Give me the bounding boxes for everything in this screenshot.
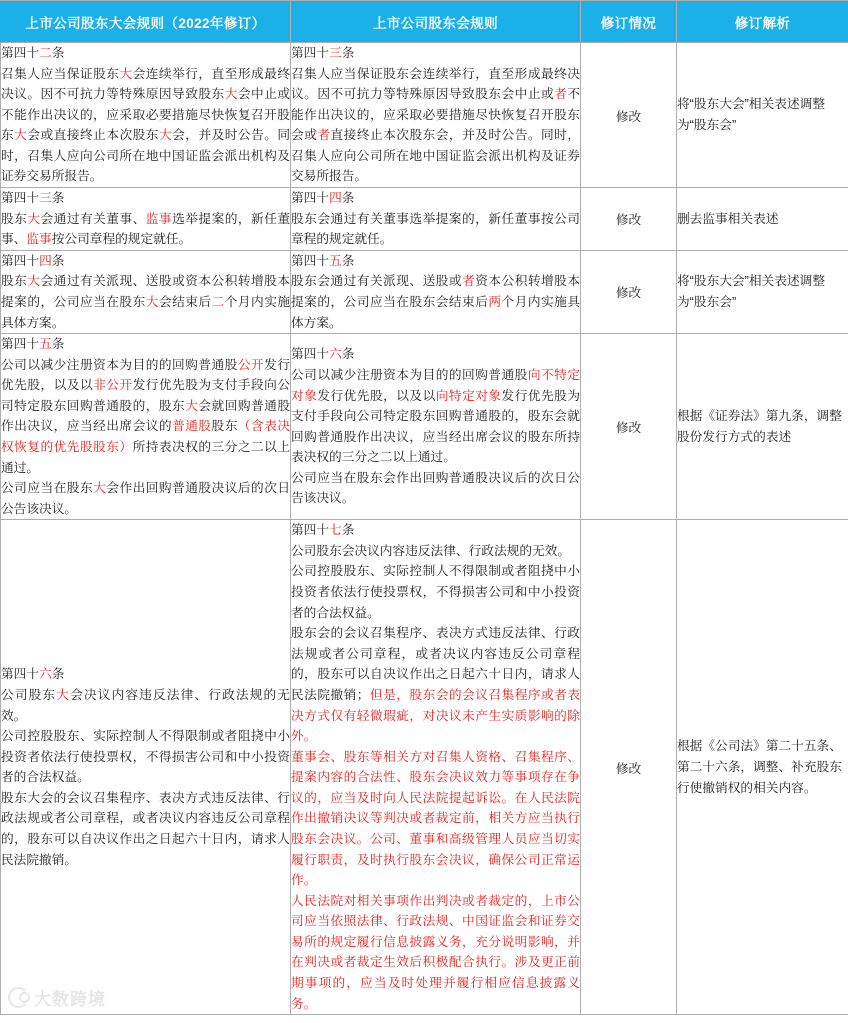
revised-text: 但是，股东会的会议召集程序或者表决方式仅有轻微瑕疵，对决议未产生实质影响的除外。 — [291, 687, 581, 744]
old-rule-cell — [1, 250, 291, 333]
plain-text: 公司应当在股东 — [1, 481, 94, 496]
plain-text: 发行优先股为支付手段向公司特定股东回购普通股的，股东会就回购普通股作出决议，应当经出席会议的股东所持表决权的三分之二以上通过。 — [291, 388, 581, 465]
plain-text: 条 — [341, 46, 355, 60]
plain-text: 公司应当在股东会作出回购普通股决议后的次日公告该决议。 — [291, 470, 580, 506]
plain-text: 会结束后 — [158, 294, 212, 309]
new-rule-cell-article-number — [291, 188, 580, 209]
new-rule-cell-paragraph — [291, 365, 580, 468]
revised-text: 普通股 — [172, 419, 212, 434]
table-header — [1, 1, 848, 43]
revised-text: 六 — [39, 667, 52, 682]
revised-text: 监事 — [26, 232, 52, 247]
plain-text: 个月内实施具体方案。 — [1, 294, 291, 330]
plain-text: 第四十 — [1, 253, 40, 268]
revision-analysis-cell: 删去监事相关表述 — [677, 188, 848, 251]
old-rule-cell — [1, 188, 291, 251]
plain-text: 会就回购普通股作出决议，应当经出席会议的 — [1, 398, 291, 434]
plain-text: 第四十 — [291, 347, 330, 362]
plain-text: 第四十 — [1, 46, 40, 60]
plain-text: 股东 — [1, 211, 28, 226]
revised-text: 二 — [39, 46, 52, 60]
plain-text: 不能作出决议的，应采取必要措施尽快恢复召开股东会或 — [291, 87, 581, 143]
plain-text: 会连续举行，直至形成最终决议。因不可抗力等特殊原因导致股东 — [1, 66, 291, 102]
revised-text: 者 — [554, 87, 568, 102]
plain-text: 股东会的会议召集程序、表决方式违反法律、行政法规或者公司章程，或者决议内容违反公司章程的，股东可以自决议作出之日起六十日内，请求人民法院撤销； — [291, 626, 580, 702]
new-rule-cell-paragraph — [291, 561, 580, 623]
table-row — [1, 250, 848, 333]
old-rule-cell-paragraph — [1, 355, 290, 478]
new-rule-cell-article-number — [291, 251, 580, 272]
plain-text: 会作出回购普通股决议后的次日公告该决议。 — [1, 481, 291, 516]
revised-text: 公开 — [237, 357, 265, 372]
new-rule-cell-paragraph — [291, 747, 580, 891]
plain-text: 会中 — [237, 87, 265, 102]
plain-text: 条 — [51, 191, 65, 206]
revised-text: 监事 — [145, 211, 173, 226]
plain-text: 个月内实施具体方案。 — [291, 294, 581, 330]
plain-text: 股东 — [211, 419, 238, 434]
table-row — [1, 520, 848, 1015]
revised-text: 董事会、股东等相关方对召集人资格、召集程序、提案内容的合法性、股东会决议效力等事项存在争议的，应当及时向人民法院提起诉讼。在人民法院作出撤销决议等判决或者裁定前，相关方应当执行股东会决议。公司、董事和高级管理人员应当切实履行职责，及时执行股东会决议，确保公司正常运作。 — [291, 749, 580, 888]
plain-text: 公司以减少注册资本为目的的回购普通股 — [1, 357, 238, 372]
revised-text: 二 — [211, 294, 225, 309]
revised-text: 者 — [462, 274, 476, 289]
old-rule-cell — [1, 334, 291, 520]
revised-text: 者 — [317, 128, 331, 143]
old-rule-cell-paragraph — [1, 64, 290, 187]
revised-text: 四 — [329, 191, 342, 206]
plain-text: 第四十 — [291, 46, 330, 60]
plain-text: 发行优先股为支付手段向公司特定股东回购普通股的，股东 — [1, 378, 291, 413]
plain-text: 召集人应当保证股东会连续举行，直至形成最终决议。因不可抗力等特殊原因导致股东会中止或 — [291, 66, 580, 102]
table-body — [1, 43, 848, 1015]
plain-text: 会通过有关派现、送股或资本公积转增股本提案的，公司应当在股东 — [1, 274, 291, 309]
plain-text: 公司控股股东、实际控制人不得限制或者阻挠中小投资者依法行使投票权，不得损害公司和中小投资者的合法权益。 — [1, 729, 290, 785]
revision-status-cell: 修改 — [581, 188, 677, 251]
revised-text: 七 — [329, 523, 342, 538]
old-rule-cell-article-number — [1, 43, 290, 64]
plain-text: 第四十 — [291, 253, 330, 268]
plain-text: 第四十 — [1, 191, 40, 206]
header-old-rules: 上市公司股东大会规则（2022年修订） — [1, 1, 291, 43]
new-rule-cell-article-number — [291, 344, 580, 365]
new-rule-cell-article-number — [291, 520, 580, 541]
revision-analysis-cell: 根据《公司法》第二十五条、第二十六条，调整、补充股东行使撤销权的相关内容。 — [677, 520, 848, 1015]
header-new-rules: 上市公司股东会规则 — [291, 1, 581, 43]
plain-text: 或不能作出决议的，应采取必要措施尽快恢复召开股东 — [1, 87, 291, 143]
new-rule-cell — [291, 188, 581, 251]
header-revision-analysis: 修订解析 — [677, 1, 848, 43]
old-rule-cell-paragraph — [1, 478, 290, 519]
revised-text: 大 — [56, 687, 71, 702]
revised-text: 三 — [39, 191, 52, 206]
revised-text: 非公开 — [93, 378, 133, 393]
revision-analysis-cell: 根据《证券法》第九条，调整股份发行方式的表述 — [677, 334, 848, 520]
plain-text: 股东 — [1, 274, 28, 289]
plain-text: 会，并及时公告。同时，召集人应向公司所在地中国证监会派出机构及证券交易所报告。 — [1, 128, 291, 184]
revised-text: 大 — [158, 128, 173, 143]
header-row — [1, 1, 848, 43]
old-rule-cell-article-number — [1, 251, 290, 272]
revised-text: 五 — [39, 337, 52, 352]
revised-text: 大 — [27, 211, 41, 226]
plain-text: 公司以减少注册资本为目的的回购普通股 — [291, 367, 528, 382]
new-rule-cell-paragraph — [291, 271, 580, 333]
plain-text: 直接终止本次股东会，并及时公告。同时，召集人应向公司所在地中国证监会派出机构及证券交易所报告。 — [291, 128, 581, 184]
plain-text: 股东会通过有关派现、送股或 — [291, 274, 463, 289]
revised-text: 大 — [224, 87, 238, 102]
plain-text: 召集人应当保证股东 — [1, 66, 120, 81]
new-rule-cell-paragraph — [291, 623, 580, 746]
plain-text: 条 — [341, 191, 355, 206]
revised-text: 大 — [93, 481, 107, 496]
old-rule-cell-article-number — [1, 334, 290, 355]
plain-text: 止 — [93, 128, 107, 143]
old-rule-cell-article-number — [1, 664, 290, 685]
plain-text: 公司股东 — [1, 687, 57, 702]
new-rule-cell — [291, 43, 581, 188]
plain-text: 会通过有关董事、 — [40, 211, 146, 226]
plain-text: 条 — [51, 337, 65, 352]
revised-text: 大 — [119, 66, 133, 81]
revised-text: 大 — [27, 274, 41, 289]
new-rule-cell — [291, 520, 581, 1015]
plain-text: 公司股东会决议内容违反法律、行政法规的无效。 — [291, 543, 571, 558]
new-rule-cell-paragraph — [291, 64, 580, 187]
plain-text: 第四十 — [1, 337, 40, 352]
revised-text: 六 — [329, 347, 342, 362]
header-revision-status: 修订情况 — [581, 1, 677, 43]
plain-text: 止 — [264, 87, 278, 102]
plain-text: 会或直接终 — [27, 128, 94, 143]
plain-text: 条 — [51, 253, 65, 268]
table-row — [1, 334, 848, 520]
table-row — [1, 43, 848, 188]
plain-text: 按公司章程的规定就任。 — [51, 232, 192, 247]
plain-text: 股东大会的会议召集程序、表决方式违反法律、行政法规或者公司章程，或者决议内容违反公司章程的，股东可以自决议作出之日起六十日内，请求人民法院撤销。 — [1, 790, 290, 867]
new-rule-cell — [291, 250, 581, 333]
revised-text: 大 — [145, 294, 159, 309]
revised-text: 向不特定对象 — [291, 367, 581, 403]
plain-text: 条 — [341, 253, 355, 268]
watermark-text: 大数跨境 — [34, 990, 106, 1009]
revision-status-cell: 修改 — [581, 334, 677, 520]
new-rule-cell-paragraph — [291, 468, 580, 509]
table-row — [1, 188, 848, 251]
revised-text: 两 — [488, 294, 502, 309]
revision-analysis-cell: 将“股东大会”相关表述调整为“股东会” — [677, 43, 848, 188]
plain-text: 第四十 — [1, 667, 40, 682]
plain-text: 选举提案的，新任董事、 — [1, 211, 291, 247]
revised-text: 人民法院对相关事项作出判决或者裁定的，上市公司应当依照法律、行政法规、中国证监会和证券交易所的规定履行信息披露义务，充分说明影响，并在判决或者裁定生效后积极配合执行。涉及更正前期事项的，应当及时处理并履行相应信息披露义务。 — [291, 893, 580, 1011]
plain-text: 所持表决权的三分之二以上通过。 — [1, 439, 291, 475]
plain-text: 本次股东 — [106, 128, 159, 143]
new-rule-cell-paragraph — [291, 891, 580, 1014]
revised-text: 四 — [39, 253, 52, 268]
revised-text: 向特定对象 — [435, 388, 502, 403]
revised-text: （含表决权恢复的优先股股东） — [1, 419, 291, 454]
revised-text: 五 — [329, 253, 342, 268]
new-rule-cell-article-number — [291, 43, 580, 64]
revision-status-cell: 修改 — [581, 250, 677, 333]
revised-text: 大 — [185, 398, 199, 413]
old-rule-cell-paragraph — [1, 788, 290, 870]
plain-text: 资本公积转增股本提案的，公司应当在股东会结束后 — [291, 274, 581, 309]
old-rule-cell — [1, 520, 291, 1015]
plain-text: 条 — [51, 46, 65, 60]
revision-analysis-cell: 将“股东大会”相关表述调整为“股东会” — [677, 250, 848, 333]
revised-text: 三 — [329, 46, 342, 60]
old-rule-cell-paragraph — [1, 271, 290, 333]
plain-text: 第四十 — [291, 191, 330, 206]
new-rule-cell-paragraph — [291, 541, 580, 562]
old-rule-cell-paragraph — [1, 685, 290, 726]
plain-text: 公司控股股东、实际控制人不得限制或者阻挠中小投资者依法行使投票权，不得损害公司和中小投资者的合法权益。 — [291, 564, 580, 620]
revision-status-cell: 修改 — [581, 43, 677, 188]
old-rule-cell — [1, 43, 291, 188]
old-rule-cell-paragraph — [1, 726, 290, 788]
old-rule-cell-paragraph — [1, 209, 290, 250]
old-rule-cell-article-number — [1, 188, 290, 209]
plain-text: 条 — [51, 667, 65, 682]
plain-text: 会决议内容违反法律、行政法规的无效。 — [1, 687, 291, 723]
plain-text: 条 — [341, 523, 355, 538]
plain-text: 发行优先股，以及以 — [317, 388, 436, 403]
new-rule-cell-paragraph — [291, 209, 580, 250]
plain-text: 发行优先股，以及以 — [1, 357, 291, 393]
plain-text: 股东会通过有关董事选举提案的，新任董事按公司章程的规定就任。 — [291, 211, 580, 247]
plain-text: 第四十 — [291, 523, 330, 538]
plain-text: 条 — [341, 347, 355, 362]
revision-status-cell: 修改 — [581, 520, 677, 1015]
new-rule-cell — [291, 334, 581, 520]
revised-text: 大 — [14, 128, 28, 143]
